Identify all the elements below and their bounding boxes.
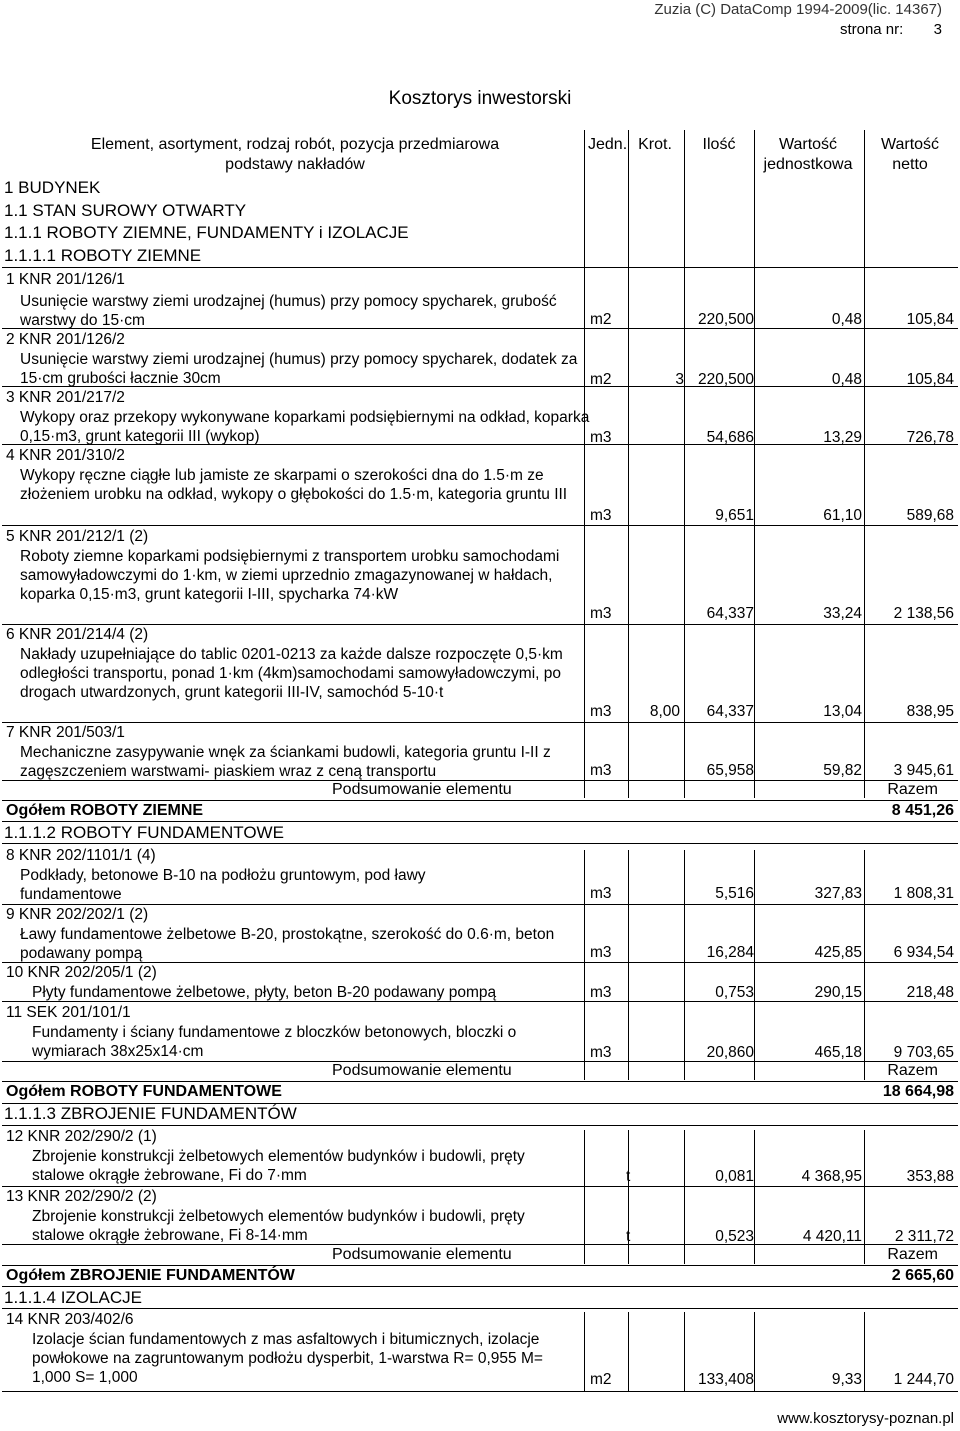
total-value: 2 665,60 bbox=[891, 1267, 954, 1284]
unit-cell: m2 bbox=[590, 311, 612, 328]
unit-cell: m3 bbox=[590, 762, 612, 779]
krot-cell: 8,00 bbox=[649, 703, 680, 720]
qty-cell: 0,081 bbox=[715, 1168, 754, 1185]
table-row bbox=[0, 625, 960, 723]
position-code: 11 SEK 201/101/1 bbox=[6, 1004, 131, 1021]
section-heading: 1.1.1.4 IZOLACJE bbox=[4, 1288, 142, 1307]
position-description: Mechaniczne zasypywanie wnęk za ściankami budowli, kategoria gruntu I-II z zagęszczeniem warstwami- piaskiem wraz z ceną transportu bbox=[20, 744, 551, 781]
price-cell: 59,82 bbox=[823, 762, 862, 779]
table-row bbox=[0, 1310, 960, 1390]
position-description: Ławy fundamentowe żelbetowe B-20, prostokątne, szerokość do 0.6·m, beton podawany pompą bbox=[20, 926, 555, 963]
table-row bbox=[0, 1187, 960, 1245]
position-code: 2 KNR 201/126/2 bbox=[6, 331, 125, 348]
license-text: Zuzia (C) DataComp 1994-2009(lic. 14367) bbox=[654, 1, 942, 18]
total-label: Ogółem ROBOTY ZIEMNE bbox=[6, 802, 204, 819]
total-value: 8 451,26 bbox=[891, 802, 954, 819]
position-code: 14 KNR 203/402/6 bbox=[6, 1311, 134, 1328]
price-cell: 9,33 bbox=[831, 1371, 862, 1388]
qty-cell: 64,337 bbox=[706, 703, 754, 720]
table-row bbox=[0, 846, 960, 904]
qty-cell: 64,337 bbox=[706, 605, 754, 622]
price-cell: 0,48 bbox=[831, 371, 862, 388]
page-header bbox=[654, 0, 942, 40]
table-row bbox=[0, 446, 960, 526]
table-row bbox=[0, 1003, 960, 1061]
table-row bbox=[0, 270, 960, 328]
price-cell: 425,85 bbox=[814, 944, 862, 961]
value-cell: 2 138,56 bbox=[893, 605, 954, 622]
position-description: Wykopy ręczne ciągłe lub jamiste ze skarpami o szerokości dna do 1.5·m ze złożeniem urobku na odkład, wykopy o głębokości do 1.5·m, kategoria gruntu III bbox=[20, 467, 568, 504]
qty-cell: 5,516 bbox=[715, 885, 754, 902]
col-header-krot: Krot. bbox=[638, 136, 672, 153]
position-code: 5 KNR 201/212/1 (2) bbox=[6, 528, 149, 545]
page-number-line bbox=[654, 20, 942, 40]
position-description: Zbrojenie konstrukcji żelbetowych elementów budynków i budowli, pręty stalowe okrągłe żebrowane, Fi do 7·mm bbox=[32, 1148, 525, 1185]
position-description: Nakłady uzupełniające do tablic 0201-0213 za każde dalsze rozpoczęte 0,5·km odległości transportu, ponad 1·km (4km)samochodami samowyładowczymi, po drogach utwardzonych, grunt kategorii III-IV, samochód 5-10·t bbox=[20, 646, 563, 702]
position-code: 10 KNR 202/205/1 (2) bbox=[6, 964, 157, 981]
total-label: Ogółem ZBROJENIE FUNDAMENTÓW bbox=[6, 1267, 295, 1284]
table-row bbox=[0, 723, 960, 781]
unit-cell: m2 bbox=[590, 371, 612, 388]
unit-cell: t bbox=[626, 1228, 631, 1245]
value-cell: 589,68 bbox=[906, 507, 954, 524]
unit-cell: m3 bbox=[590, 1044, 612, 1061]
summary-label: Podsumowanie elementu bbox=[332, 781, 512, 798]
value-cell: 353,88 bbox=[906, 1168, 954, 1185]
value-cell: 1 244,70 bbox=[893, 1371, 954, 1388]
summary-label: Podsumowanie elementu bbox=[332, 1062, 512, 1079]
position-description: Usunięcie warstwy ziemi urodzajnej (humus) przy pomocy spycharek, grubość warstwy do 15·cm bbox=[20, 293, 557, 330]
summary-row bbox=[0, 1246, 960, 1266]
table-row bbox=[0, 527, 960, 625]
total-label: Ogółem ROBOTY FUNDAMENTOWE bbox=[6, 1083, 282, 1100]
razem-label: Razem bbox=[887, 781, 938, 798]
total-row bbox=[0, 1083, 960, 1103]
value-cell: 2 311,72 bbox=[894, 1228, 954, 1245]
value-cell: 6 934,54 bbox=[893, 944, 954, 961]
qty-cell: 9,651 bbox=[715, 507, 754, 524]
position-description: Izolacje ścian fundamentowych z mas asfaltowych i bitumicznych, izolacje powłokowe na zagruntowanym podłożu dysperbit, 1-warstwa R= 0,955 M= 1,000 S= 1,000 bbox=[32, 1331, 543, 1387]
price-cell: 33,24 bbox=[823, 605, 862, 622]
qty-cell: 20,860 bbox=[706, 1044, 754, 1061]
col-header-qty: Ilość bbox=[702, 136, 736, 153]
table-row bbox=[0, 1127, 960, 1187]
price-cell: 290,15 bbox=[814, 984, 862, 1001]
value-cell: 3 945,61 bbox=[893, 762, 954, 779]
position-code: 8 KNR 202/1101/1 (4) bbox=[6, 847, 156, 864]
value-cell: 1 808,31 bbox=[893, 885, 954, 902]
summary-row bbox=[0, 1062, 960, 1082]
heading-roboty-ziemne: 1.1.1.1 ROBOTY ZIEMNE bbox=[4, 246, 202, 265]
value-cell: 9 703,65 bbox=[893, 1044, 954, 1061]
position-code: 1 KNR 201/126/1 bbox=[6, 271, 125, 288]
position-description: Płyty fundamentowe żelbetowe, płyty, beton B-20 podawany pompą bbox=[32, 984, 497, 1001]
col-header-unit: Jedn. bbox=[588, 136, 628, 153]
unit-cell: m3 bbox=[590, 984, 612, 1001]
price-cell: 13,29 bbox=[823, 429, 862, 446]
grid-line bbox=[2, 1125, 958, 1126]
qty-cell: 0,753 bbox=[715, 984, 754, 1001]
table-row bbox=[0, 905, 960, 963]
position-code: 3 KNR 201/217/2 bbox=[6, 389, 125, 406]
col-header-element: Element, asortyment, rodzaj robót, pozycja przedmiarowa podstawy nakładów bbox=[90, 136, 500, 173]
total-row bbox=[0, 802, 960, 822]
table-row bbox=[0, 388, 960, 446]
unit-cell: m3 bbox=[590, 605, 612, 622]
heading-roboty-ziemne-fundamenty: 1.1.1 ROBOTY ZIEMNE, FUNDAMENTY i IZOLACJE bbox=[4, 223, 409, 242]
value-cell: 218,48 bbox=[906, 984, 954, 1001]
price-cell: 13,04 bbox=[823, 703, 862, 720]
heading-stan-surowy: 1.1 STAN SUROWY OTWARTY bbox=[4, 201, 247, 220]
qty-cell: 16,284 bbox=[706, 944, 754, 961]
value-cell: 105,84 bbox=[906, 371, 954, 388]
unit-cell: m2 bbox=[590, 1371, 612, 1388]
price-cell: 4 420,11 bbox=[802, 1228, 862, 1245]
price-cell: 465,18 bbox=[814, 1044, 862, 1061]
grid-line bbox=[2, 1308, 958, 1309]
unit-cell: m3 bbox=[590, 944, 612, 961]
page-label: strona nr: bbox=[839, 21, 904, 38]
unit-cell: m3 bbox=[590, 507, 612, 524]
unit-cell: m3 bbox=[590, 429, 612, 446]
position-description: Zbrojenie konstrukcji żelbetowych elementów budynków i budowli, pręty stalowe okrągłe żebrowane, Fi 8-14·mm bbox=[32, 1208, 525, 1245]
qty-cell: 54,686 bbox=[706, 429, 754, 446]
heading-budynek: 1 BUDYNEK bbox=[4, 178, 101, 197]
price-cell: 327,83 bbox=[814, 885, 862, 902]
section-heading: 1.1.1.2 ROBOTY FUNDAMENTOWE bbox=[4, 823, 284, 842]
grid-line bbox=[2, 1391, 958, 1392]
table-row bbox=[0, 330, 960, 388]
document-title: Kosztorys inwestorski bbox=[388, 88, 572, 109]
price-cell: 4 368,95 bbox=[801, 1168, 862, 1185]
summary-label: Podsumowanie elementu bbox=[332, 1246, 512, 1263]
position-description: Podkłady, betonowe B-10 na podłożu gruntowym, pod ławy fundamentowe bbox=[20, 867, 426, 904]
position-code: 13 KNR 202/290/2 (2) bbox=[6, 1188, 157, 1205]
position-code: 4 KNR 201/310/2 bbox=[6, 447, 125, 464]
table-row bbox=[0, 963, 960, 1002]
value-cell: 726,78 bbox=[906, 429, 954, 446]
position-code: 9 KNR 202/202/1 (2) bbox=[6, 906, 149, 923]
qty-cell: 65,958 bbox=[706, 762, 754, 779]
value-cell: 105,84 bbox=[906, 311, 954, 328]
qty-cell: 0,523 bbox=[715, 1228, 754, 1245]
position-code: 12 KNR 202/290/2 (1) bbox=[6, 1128, 157, 1145]
razem-label: Razem bbox=[887, 1062, 938, 1079]
krot-cell: 3 bbox=[675, 371, 684, 388]
position-description: Fundamenty i ściany fundamentowe z bloczków betonowych, bloczki o wymiarach 38x25x14·cm bbox=[32, 1024, 517, 1061]
position-code: 7 KNR 201/503/1 bbox=[6, 724, 125, 741]
grid-line bbox=[2, 267, 958, 268]
col-header-unit-value: Wartość jednostkowa bbox=[763, 136, 853, 173]
footer-url: www.kosztorysy-poznan.pl bbox=[777, 1410, 954, 1427]
col-header-net-value: Wartość netto bbox=[880, 136, 940, 173]
qty-cell: 220,500 bbox=[697, 371, 754, 388]
position-code: 6 KNR 201/214/4 (2) bbox=[6, 626, 149, 643]
price-cell: 61,10 bbox=[823, 507, 862, 524]
total-value: 18 664,98 bbox=[882, 1083, 954, 1100]
total-row bbox=[0, 1267, 960, 1287]
position-description: Roboty ziemne koparkami podsiębiernymi z transportem urobku samochodami samowyładowczymi do 1·km, w ziemi uprzednio zmagazynowanej w hałdach, koparka 0,15·m3, grunt kategorii I-III, spycharka 74·kW bbox=[20, 548, 560, 604]
qty-cell: 220,500 bbox=[697, 311, 754, 328]
razem-label: Razem bbox=[887, 1246, 938, 1263]
position-description: Usunięcie warstwy ziemi urodzajnej (humus) przy pomocy spycharek, dodatek za 15·cm grubości łacznie 30cm bbox=[20, 351, 578, 388]
unit-cell: m3 bbox=[590, 885, 612, 902]
page-number: 3 bbox=[933, 21, 942, 38]
position-description: Wykopy oraz przekopy wykonywane koparkami podsiębiernymi na odkład, koparka 0,15·m3, grunt kategorii III (wykop) bbox=[20, 409, 590, 446]
price-cell: 0,48 bbox=[831, 311, 862, 328]
value-cell: 838,95 bbox=[906, 703, 954, 720]
unit-cell: t bbox=[626, 1168, 631, 1185]
unit-cell: m3 bbox=[590, 703, 612, 720]
qty-cell: 133,408 bbox=[697, 1371, 754, 1388]
section-heading: 1.1.1.3 ZBROJENIE FUNDAMENTÓW bbox=[4, 1104, 297, 1123]
summary-row bbox=[0, 781, 960, 801]
